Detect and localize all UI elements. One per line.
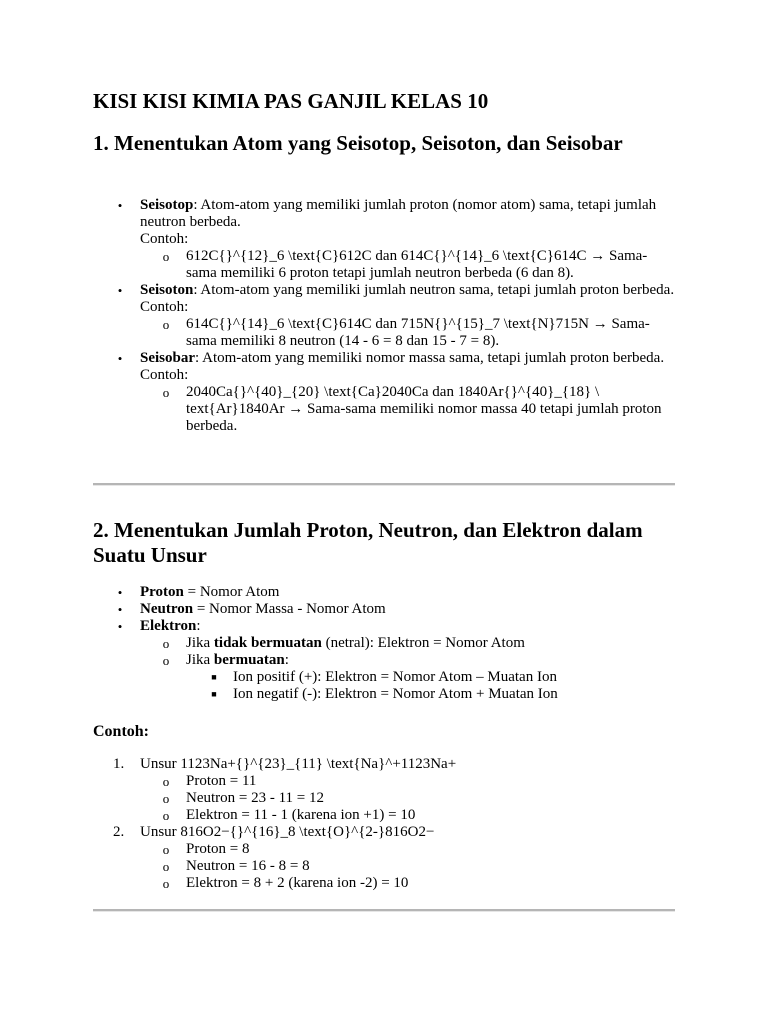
- disc-bullet-icon: •: [117, 198, 123, 213]
- list-item-seisotop: [93, 197, 675, 231]
- circle-bullet-icon: o: [162, 317, 170, 332]
- circle-bullet-icon: o: [162, 842, 170, 857]
- circle-bullet-icon: o: [162, 385, 170, 400]
- list-number: 2.: [113, 824, 125, 840]
- example-2: 2. Unsur 816O2−{}^{16}_8 \text{O}^{2-}816O2−: [113, 824, 435, 840]
- document-title: KISI KISI KIMIA PAS GANJIL KELAS 10: [93, 89, 489, 113]
- section-1-heading: 1. Menentukan Atom yang Seisotop, Seisoton, dan Seisobar: [93, 131, 623, 155]
- contoh-label: Contoh:: [140, 367, 189, 383]
- example-2-line: o Proton = 8: [93, 841, 675, 858]
- square-bullet-icon: ■: [211, 689, 217, 699]
- desc-seisobar: : Atom-atom yang memiliki nomor massa sama, tetapi jumlah proton berbeda.: [195, 350, 665, 366]
- example-1-line: o Neutron = 23 - 11 = 12: [93, 790, 675, 807]
- example-seisoton: o 614C{}^{14}_6 \text{C}614C dan 715N{}^{15}_7 \text{N}715N → Sama-sama memiliki 8 neutron (14 - 6 = 8 dan 15 - 7 = 8).: [93, 316, 675, 350]
- term-seisotop: Seisotop: [140, 197, 194, 213]
- contoh-list: [93, 756, 675, 892]
- square-bullet-icon: ■: [211, 672, 217, 682]
- list-item-elektron: • Elektron:: [93, 618, 675, 635]
- list-item-seisobar: [93, 350, 675, 367]
- list-item-ion-negatif: ■ Ion negatif (-): Elektron = Nomor Atom + Muatan Ion: [93, 686, 675, 703]
- contoh-label: Contoh:: [140, 231, 189, 247]
- example-seisobar: o 2040Ca{}^{40}_{20} \text{Ca}2040Ca dan 1840Ar{}^{40}_{18} \ text{Ar}1840Ar → Sama-sama memiliki nomor massa 40 tetapi jumlah proton berbeda.: [93, 384, 675, 435]
- list-item-bermuatan: o Jika bermuatan:: [93, 652, 675, 669]
- circle-bullet-icon: o: [162, 636, 170, 651]
- disc-bullet-icon: •: [117, 585, 123, 600]
- circle-bullet-icon: o: [162, 653, 170, 668]
- disc-bullet-icon: •: [117, 619, 123, 634]
- example-1-line: o Elektron = 11 - 1 (karena ion +1) = 10: [93, 807, 675, 824]
- example-1: 1. Unsur 1123Na+{}^{23}_{11} \text{Na}^+1123Na+: [113, 756, 457, 772]
- desc-seisoton: : Atom-atom yang memiliki jumlah neutron sama, tetapi jumlah proton berbeda.: [193, 282, 675, 298]
- example-seisotop: o 612C{}^{12}_6 \text{C}612C dan 614C{}^{14}_6 \text{C}614C → Sama-sama memiliki 6 proton tetapi jumlah neutron berbeda (6 dan 8).: [93, 248, 675, 282]
- circle-bullet-icon: o: [162, 774, 170, 789]
- horizontal-divider: [93, 909, 675, 912]
- example-2-line: o Elektron = 8 + 2 (karena ion -2) = 10: [93, 875, 675, 892]
- term-seisobar: Seisobar: [140, 350, 196, 366]
- list-item-neutron: • Neutron = Nomor Massa - Nomor Atom: [93, 601, 675, 618]
- list-item-proton: • Proton = Nomor Atom: [93, 584, 675, 601]
- circle-bullet-icon: o: [162, 859, 170, 874]
- disc-bullet-icon: •: [117, 351, 123, 366]
- circle-bullet-icon: o: [162, 808, 170, 823]
- section-2-heading: 2. Menentukan Jumlah Proton, Neutron, dan Elektron dalam Suatu Unsur: [93, 518, 643, 567]
- section-1-list: [93, 197, 675, 435]
- list-item-netral: o Jika tidak bermuatan (netral): Elektron = Nomor Atom: [93, 635, 675, 652]
- example-2-line: o Neutron = 16 - 8 = 8: [93, 858, 675, 875]
- term-seisoton: Seisoton: [140, 282, 194, 298]
- disc-bullet-icon: •: [117, 283, 123, 298]
- list-number: 1.: [113, 756, 125, 772]
- horizontal-divider: [93, 483, 675, 486]
- circle-bullet-icon: o: [162, 249, 170, 264]
- disc-bullet-icon: •: [117, 602, 123, 617]
- contoh-label: Contoh:: [140, 299, 189, 315]
- list-item-seisoton: [93, 282, 675, 299]
- desc-seisotop: : Atom-atom yang memiliki jumlah proton (nomor atom) sama, tetapi jumlah neutron berbeda.: [140, 197, 657, 230]
- list-item-ion-positif: ■ Ion positif (+): Elektron = Nomor Atom – Muatan Ion: [93, 669, 675, 686]
- example-1-line: o Proton = 11: [93, 773, 675, 790]
- contoh-heading: Contoh:: [93, 723, 150, 740]
- circle-bullet-icon: o: [162, 791, 170, 806]
- section-2-list: [93, 584, 675, 703]
- circle-bullet-icon: o: [162, 876, 170, 891]
